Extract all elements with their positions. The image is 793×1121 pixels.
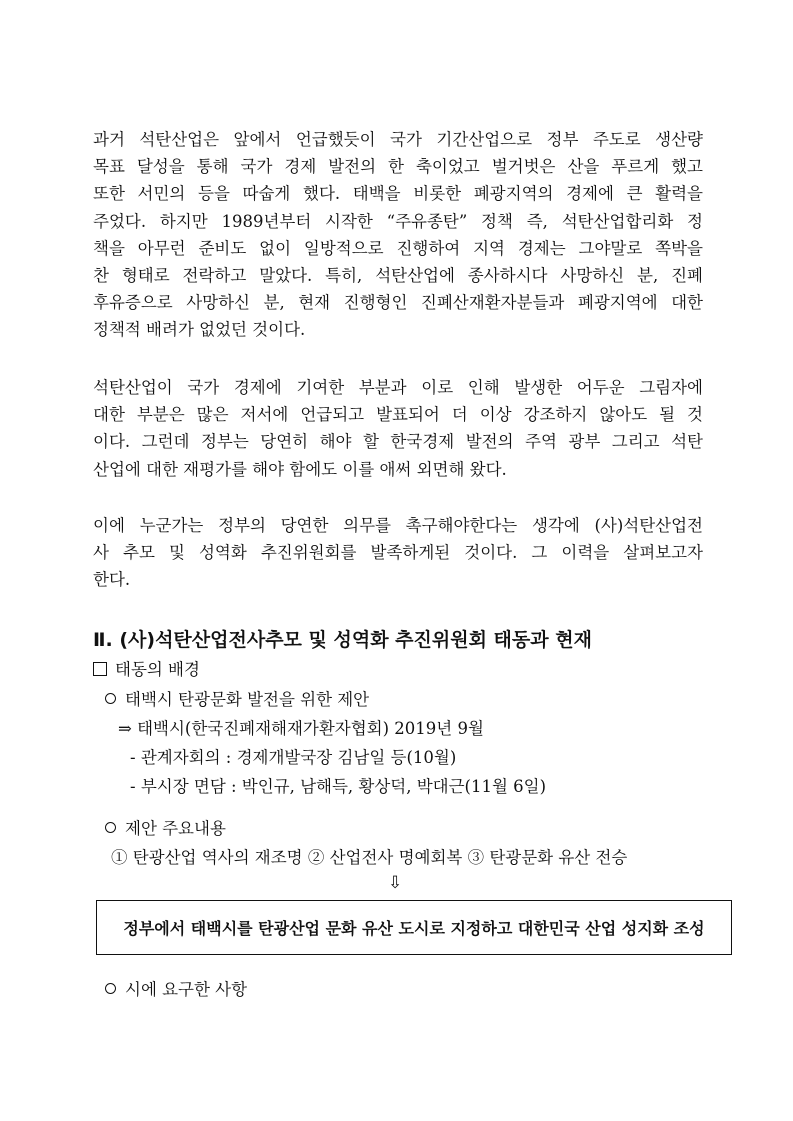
- proposal-title: 태백시 탄광문화 발전을 위한 제안: [125, 690, 370, 709]
- paragraph-line: 정책적 배려가 없었던 것이다.: [93, 320, 306, 340]
- paragraph-line: 책을 아무런 준비도 없이 일방적으로 진행하여 지역 경제는 그야말로 쪽박을: [93, 238, 703, 258]
- highlight-box-text: 정부에서 태백시를 탄광산업 문화 유산 도시로 지정하고 대한민국 산업 성지화 조성: [123, 919, 705, 938]
- paragraph-line: 석탄산업이 국가 경제에 기여한 부분과 이로 인해 발생한 어두운 그림자에: [93, 378, 703, 397]
- proposal-recipient: ⇒ 태백시(한국진폐재해재가환자협회) 2019년 9월: [118, 719, 484, 738]
- paragraph-3: [93, 512, 703, 594]
- paragraph-line: 이에 누군가는 정부의 당연한 의무를 촉구해야한다는 생각에 (사)석탄산업전: [93, 516, 703, 535]
- paragraph-line: 산업에 대한 재평가를 해야 함에도 이를 애써 외면해 왔다.: [93, 459, 507, 479]
- background-title: 태동의 배경: [115, 660, 200, 679]
- paragraph-2: [93, 374, 703, 483]
- circle-bullet-icon: [105, 983, 116, 994]
- paragraph-line: 목표 달성을 통해 국가 경제 발전의 한 축이었고 벌거벗은 산을 푸르게 했고: [93, 157, 703, 177]
- background-item: [93, 656, 200, 680]
- paragraph-line: 또한 서민의 등을 따숩게 했다. 태백을 비롯한 폐광지역의 경제에 큰 활력을: [93, 184, 703, 204]
- circle-bullet-icon: [105, 822, 116, 833]
- checkbox-icon: [93, 662, 107, 676]
- paragraph-line: 찬 형태로 전락하고 말았다. 특히, 석탄산업에 종사하시다 사망하신 분, 진폐: [93, 266, 703, 286]
- main-content-list: ① 탄광산업 역사의 재조명 ② 산업전사 명예회복 ③ 탄광문화 유산 전승: [111, 848, 628, 867]
- main-content-title: 제안 주요내용: [125, 819, 226, 838]
- paragraph-line: 한다.: [93, 570, 131, 590]
- proposal-item: [105, 686, 369, 710]
- down-arrow-icon: ⇩: [388, 873, 403, 893]
- city-request-title: 시에 요구한 사항: [125, 980, 248, 999]
- paragraph-line: 주었다. 하지만 1989년부터 시작한 “주유종탄” 정책 즉, 석탄산업합리화 정: [93, 211, 703, 231]
- main-content-item: [105, 815, 226, 839]
- paragraph-line: 과거 석탄산업은 앞에서 언급했듯이 국가 기간산업으로 정부 주도로 생산량: [93, 130, 703, 149]
- circle-bullet-icon: [105, 693, 116, 704]
- paragraph-line: 후유증으로 사망하신 분, 현재 진행형인 진폐산재환자분들과 폐광지역에 대한: [93, 293, 703, 313]
- highlight-box: [96, 900, 732, 955]
- paragraph-line: 이다. 그런데 정부는 당연히 해야 할 한국경제 발전의 주역 광부 그리고 석탄: [93, 432, 703, 452]
- section-heading: Ⅱ. (사)석탄산업전사추모 및 성역화 추진위원회 태동과 현재: [93, 629, 592, 651]
- city-request-item: [105, 976, 247, 1000]
- paragraph-1: [93, 126, 703, 344]
- meeting-item: - 관계자회의 : 경제개발국장 김남일 등(10월): [130, 748, 457, 767]
- meeting-item: - 부시장 면담 : 박인규, 남해득, 황상덕, 박대근(11월 6일): [130, 777, 547, 796]
- paragraph-line: 사 추모 및 성역화 추진위원회를 발족하게된 것이다. 그 이력을 살펴보고자: [93, 543, 703, 563]
- paragraph-line: 대한 부분은 많은 저서에 언급되고 발표되어 더 이상 강조하지 않아도 될 것: [93, 405, 703, 425]
